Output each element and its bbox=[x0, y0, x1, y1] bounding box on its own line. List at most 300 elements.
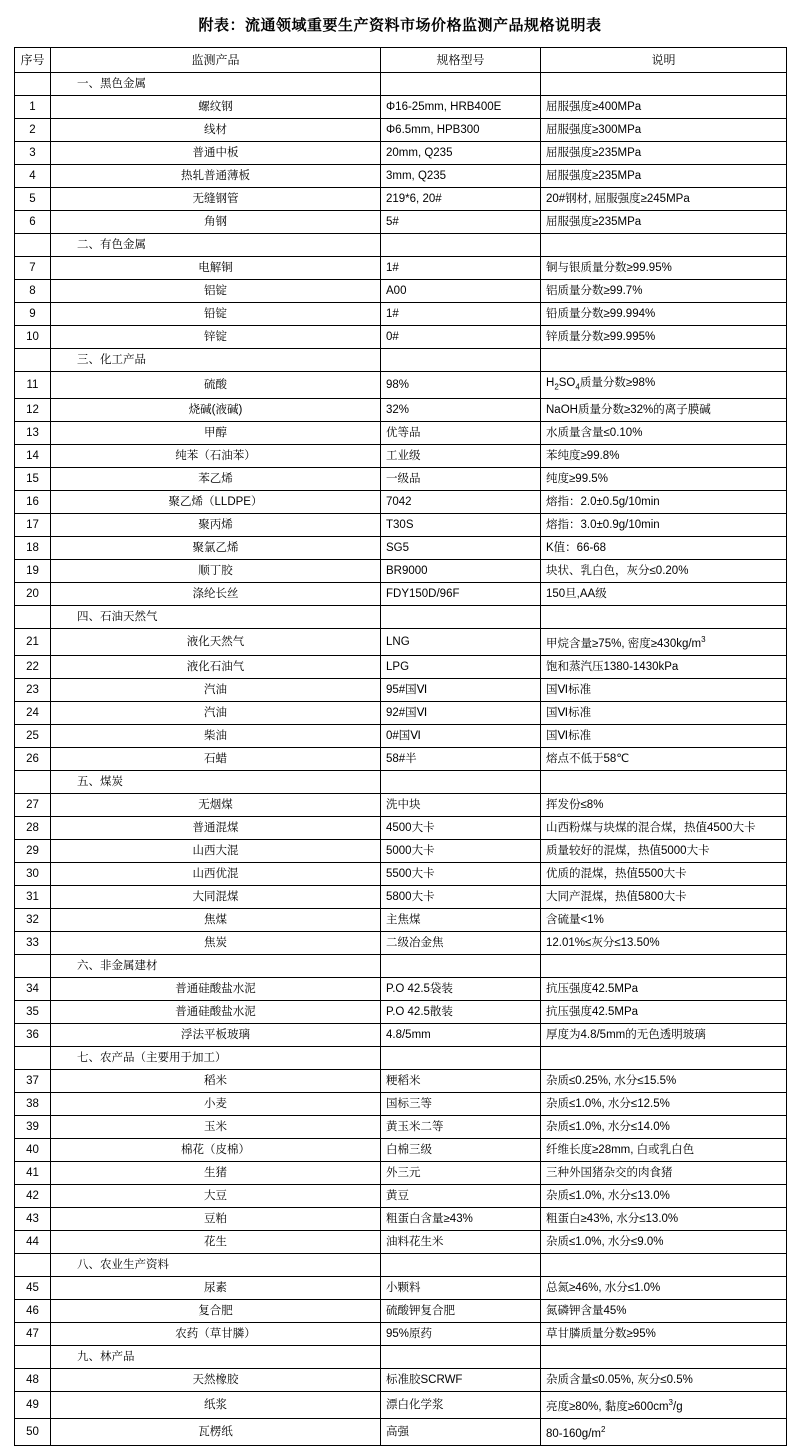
cell-spec: 一级品 bbox=[381, 468, 541, 491]
table-row bbox=[15, 96, 787, 119]
cell-desc bbox=[541, 1254, 787, 1277]
cell-seq: 16 bbox=[15, 491, 51, 514]
cell-desc: 纤维长度≥28mm, 白或乳白色 bbox=[541, 1139, 787, 1162]
cell-product: 汽油 bbox=[51, 679, 381, 702]
cell-product: 铝锭 bbox=[51, 280, 381, 303]
table-row bbox=[15, 445, 787, 468]
cell-desc bbox=[541, 955, 787, 978]
cell-desc: 屈服强度≥400MPa bbox=[541, 96, 787, 119]
cell-seq: 18 bbox=[15, 537, 51, 560]
column-header-seq: 序号 bbox=[15, 48, 51, 73]
cell-seq: 29 bbox=[15, 840, 51, 863]
cell-product: 硫酸 bbox=[51, 372, 381, 399]
cell-product: 棉花（皮棉） bbox=[51, 1139, 381, 1162]
cell-spec: 0#国Ⅵ bbox=[381, 725, 541, 748]
table-row bbox=[15, 326, 787, 349]
cell-desc: 优质的混煤，热值5500大卡 bbox=[541, 863, 787, 886]
cell-spec: 3mm, Q235 bbox=[381, 165, 541, 188]
table-row bbox=[15, 817, 787, 840]
cell-product: 纸浆 bbox=[51, 1392, 381, 1419]
cell-desc: 杂质≤1.0%, 水分≤9.0% bbox=[541, 1231, 787, 1254]
table-row bbox=[15, 1418, 787, 1445]
cell-spec: Φ6.5mm, HPB300 bbox=[381, 119, 541, 142]
spec-table bbox=[14, 47, 787, 1446]
cell-seq: 13 bbox=[15, 422, 51, 445]
cell-product: 甲醇 bbox=[51, 422, 381, 445]
table-row bbox=[15, 1369, 787, 1392]
cell-desc: 纯度≥99.5% bbox=[541, 468, 787, 491]
cell-seq: 44 bbox=[15, 1231, 51, 1254]
table-row bbox=[15, 978, 787, 1001]
cell-desc: 杂质≤1.0%, 水分≤14.0% bbox=[541, 1116, 787, 1139]
cell-desc: $H_2SO_4$质量分数≥98% bbox=[541, 372, 787, 399]
cell-spec: FDY150D/96F bbox=[381, 583, 541, 606]
cell-desc: 氮磷钾含量45% bbox=[541, 1300, 787, 1323]
cell-seq: 50 bbox=[15, 1418, 51, 1445]
cell-seq: 17 bbox=[15, 514, 51, 537]
cell-spec: 32% bbox=[381, 399, 541, 422]
cell-product: 铅锭 bbox=[51, 303, 381, 326]
cell-desc: 锌质量分数≥99.995% bbox=[541, 326, 787, 349]
cell-desc: 厚度为4.8/5mm的无色透明玻璃 bbox=[541, 1024, 787, 1047]
table-row bbox=[15, 491, 787, 514]
cell-seq: 43 bbox=[15, 1208, 51, 1231]
cell-spec: 98% bbox=[381, 372, 541, 399]
table-row bbox=[15, 583, 787, 606]
table-row bbox=[15, 211, 787, 234]
cell-desc: 甲烷含量≥75%, 密度$\ge 430kg/m^3$ bbox=[541, 629, 787, 656]
cell-seq: 10 bbox=[15, 326, 51, 349]
cell-spec: P.O 42.5散装 bbox=[381, 1001, 541, 1024]
cell-desc: 抗压强度42.5MPa bbox=[541, 978, 787, 1001]
cell-seq bbox=[15, 1346, 51, 1369]
table-row bbox=[15, 863, 787, 886]
cell-desc: 块状、乳白色，灰分≤0.20% bbox=[541, 560, 787, 583]
cell-product: 液化天然气 bbox=[51, 629, 381, 656]
cell-seq: 42 bbox=[15, 1185, 51, 1208]
table-row bbox=[15, 188, 787, 211]
table-row bbox=[15, 303, 787, 326]
cell-seq: 1 bbox=[15, 96, 51, 119]
table-body bbox=[15, 73, 787, 1446]
cell-product: 普通混煤 bbox=[51, 817, 381, 840]
cell-spec: 主焦煤 bbox=[381, 909, 541, 932]
cell-spec: 5000大卡 bbox=[381, 840, 541, 863]
cell-product: 浮法平板玻璃 bbox=[51, 1024, 381, 1047]
cell-product: 普通硅酸盐水泥 bbox=[51, 1001, 381, 1024]
cell-desc: 屈服强度≥235MPa bbox=[541, 211, 787, 234]
cell-seq: 6 bbox=[15, 211, 51, 234]
page-title: 附表：流通领域重要生产资料市场价格监测产品规格说明表 bbox=[198, 16, 602, 34]
cell-spec: 外三元 bbox=[381, 1162, 541, 1185]
table-group-row bbox=[15, 955, 787, 978]
cell-seq: 9 bbox=[15, 303, 51, 326]
cell-seq bbox=[15, 771, 51, 794]
table-row bbox=[15, 280, 787, 303]
cell-desc: 熔点不低于58℃ bbox=[541, 748, 787, 771]
cell-seq: 35 bbox=[15, 1001, 51, 1024]
table-row bbox=[15, 422, 787, 445]
cell-product: 苯乙烯 bbox=[51, 468, 381, 491]
cell-product: 烧碱(液碱) bbox=[51, 399, 381, 422]
cell-desc: 草甘膦质量分数≥95% bbox=[541, 1323, 787, 1346]
cell-product: 瓦楞纸 bbox=[51, 1418, 381, 1445]
cell-product: 农药（草甘膦） bbox=[51, 1323, 381, 1346]
cell-product: 热轧普通薄板 bbox=[51, 165, 381, 188]
column-header-product: 监测产品 bbox=[51, 48, 381, 73]
table-header-row bbox=[15, 48, 787, 73]
cell-spec: LPG bbox=[381, 656, 541, 679]
cell-product: 螺纹钢 bbox=[51, 96, 381, 119]
table-row bbox=[15, 257, 787, 280]
cell-product: 顺丁胶 bbox=[51, 560, 381, 583]
cell-desc: 杂质≤0.25%, 水分≤15.5% bbox=[541, 1070, 787, 1093]
table-row bbox=[15, 656, 787, 679]
cell-product: 汽油 bbox=[51, 702, 381, 725]
cell-desc bbox=[541, 606, 787, 629]
cell-seq: 47 bbox=[15, 1323, 51, 1346]
cell-desc: 总氮≥46%, 水分≤1.0% bbox=[541, 1277, 787, 1300]
cell-spec: 7042 bbox=[381, 491, 541, 514]
cell-seq: 21 bbox=[15, 629, 51, 656]
cell-seq: 38 bbox=[15, 1093, 51, 1116]
cell-product: 纯苯（石油苯） bbox=[51, 445, 381, 468]
table-row bbox=[15, 679, 787, 702]
cell-group-name: 一、黑色金属 bbox=[51, 73, 381, 96]
table-group-row bbox=[15, 1047, 787, 1070]
table-row bbox=[15, 372, 787, 399]
cell-desc bbox=[541, 1346, 787, 1369]
cell-seq: 34 bbox=[15, 978, 51, 1001]
cell-spec: 标准胶SCRWF bbox=[381, 1369, 541, 1392]
cell-seq: 22 bbox=[15, 656, 51, 679]
cell-seq: 19 bbox=[15, 560, 51, 583]
cell-product: 石蜡 bbox=[51, 748, 381, 771]
cell-seq bbox=[15, 955, 51, 978]
cell-group-name: 四、石油天然气 bbox=[51, 606, 381, 629]
cell-group-name: 六、非金属建材 bbox=[51, 955, 381, 978]
cell-product: 复合肥 bbox=[51, 1300, 381, 1323]
cell-product: 涤纶长丝 bbox=[51, 583, 381, 606]
table-row bbox=[15, 702, 787, 725]
table-row bbox=[15, 142, 787, 165]
cell-spec: SG5 bbox=[381, 537, 541, 560]
cell-spec bbox=[381, 955, 541, 978]
table-row bbox=[15, 1093, 787, 1116]
cell-desc: 熔指：2.0±0.5g/10min bbox=[541, 491, 787, 514]
table-row bbox=[15, 1001, 787, 1024]
table-row bbox=[15, 1070, 787, 1093]
table-group-row bbox=[15, 771, 787, 794]
cell-seq: 14 bbox=[15, 445, 51, 468]
cell-spec: 硫酸钾复合肥 bbox=[381, 1300, 541, 1323]
cell-spec bbox=[381, 606, 541, 629]
cell-seq bbox=[15, 349, 51, 372]
cell-spec: 4500大卡 bbox=[381, 817, 541, 840]
table-row bbox=[15, 1185, 787, 1208]
cell-desc: 抗压强度42.5MPa bbox=[541, 1001, 787, 1024]
cell-desc: 质量较好的混煤，热值5000大卡 bbox=[541, 840, 787, 863]
cell-seq: 4 bbox=[15, 165, 51, 188]
cell-seq: 41 bbox=[15, 1162, 51, 1185]
table-row bbox=[15, 1392, 787, 1419]
cell-desc: 铝质量分数≥99.7% bbox=[541, 280, 787, 303]
table-row bbox=[15, 748, 787, 771]
cell-seq: 26 bbox=[15, 748, 51, 771]
table-row bbox=[15, 1208, 787, 1231]
cell-spec: 粗蛋白含量≥43% bbox=[381, 1208, 541, 1231]
cell-spec: 工业级 bbox=[381, 445, 541, 468]
cell-product: 生猪 bbox=[51, 1162, 381, 1185]
cell-seq: 48 bbox=[15, 1369, 51, 1392]
table-row bbox=[15, 514, 787, 537]
table-row bbox=[15, 886, 787, 909]
cell-product: 普通硅酸盐水泥 bbox=[51, 978, 381, 1001]
cell-seq: 32 bbox=[15, 909, 51, 932]
cell-desc: 亮度≥80%, 黏度$\ge 600cm^3/g$ bbox=[541, 1392, 787, 1419]
cell-desc: 三种外国猪杂交的肉食猪 bbox=[541, 1162, 787, 1185]
cell-desc bbox=[541, 234, 787, 257]
cell-desc: K值：66-68 bbox=[541, 537, 787, 560]
cell-desc bbox=[541, 771, 787, 794]
cell-seq: 5 bbox=[15, 188, 51, 211]
cell-seq: 12 bbox=[15, 399, 51, 422]
cell-spec: 粳稻米 bbox=[381, 1070, 541, 1093]
cell-desc: 山西粉煤与块煤的混合煤，热值4500大卡 bbox=[541, 817, 787, 840]
cell-product: 无烟煤 bbox=[51, 794, 381, 817]
cell-seq: 45 bbox=[15, 1277, 51, 1300]
cell-group-name: 二、有色金属 bbox=[51, 234, 381, 257]
cell-product: 焦炭 bbox=[51, 932, 381, 955]
cell-seq: 37 bbox=[15, 1070, 51, 1093]
cell-seq: 25 bbox=[15, 725, 51, 748]
cell-spec: 洗中块 bbox=[381, 794, 541, 817]
cell-desc: 屈服强度≥300MPa bbox=[541, 119, 787, 142]
cell-group-name: 三、化工产品 bbox=[51, 349, 381, 372]
cell-product: 大同混煤 bbox=[51, 886, 381, 909]
cell-group-name: 五、煤炭 bbox=[51, 771, 381, 794]
table-row bbox=[15, 1162, 787, 1185]
cell-product: 电解铜 bbox=[51, 257, 381, 280]
cell-desc: 熔指：3.0±0.9g/10min bbox=[541, 514, 787, 537]
cell-spec: LNG bbox=[381, 629, 541, 656]
cell-desc: 杂质含量≤0.05%, 灰分≤0.5% bbox=[541, 1369, 787, 1392]
cell-desc: 12.01%≤灰分≤13.50% bbox=[541, 932, 787, 955]
cell-product: 花生 bbox=[51, 1231, 381, 1254]
cell-seq bbox=[15, 1047, 51, 1070]
cell-spec: 20mm, Q235 bbox=[381, 142, 541, 165]
cell-seq bbox=[15, 1254, 51, 1277]
cell-spec: 4.8/5mm bbox=[381, 1024, 541, 1047]
cell-desc: 铜与银质量分数≥99.95% bbox=[541, 257, 787, 280]
cell-spec: 高强 bbox=[381, 1418, 541, 1445]
cell-spec: 小颗料 bbox=[381, 1277, 541, 1300]
cell-desc: 屈服强度≥235MPa bbox=[541, 142, 787, 165]
cell-desc bbox=[541, 73, 787, 96]
cell-seq: 39 bbox=[15, 1116, 51, 1139]
cell-spec: 国标三等 bbox=[381, 1093, 541, 1116]
cell-product: 角钢 bbox=[51, 211, 381, 234]
cell-seq: 28 bbox=[15, 817, 51, 840]
cell-spec bbox=[381, 1047, 541, 1070]
cell-product: 豆粕 bbox=[51, 1208, 381, 1231]
cell-spec: 二级冶金焦 bbox=[381, 932, 541, 955]
table-row bbox=[15, 537, 787, 560]
cell-seq: 11 bbox=[15, 372, 51, 399]
cell-seq: 23 bbox=[15, 679, 51, 702]
cell-spec: 5500大卡 bbox=[381, 863, 541, 886]
cell-seq: 30 bbox=[15, 863, 51, 886]
cell-spec: 5# bbox=[381, 211, 541, 234]
cell-seq: 36 bbox=[15, 1024, 51, 1047]
cell-seq bbox=[15, 73, 51, 96]
cell-desc bbox=[541, 1047, 787, 1070]
cell-seq: 24 bbox=[15, 702, 51, 725]
cell-desc: 大同产混煤，热值5800大卡 bbox=[541, 886, 787, 909]
cell-desc: 含硫量<1% bbox=[541, 909, 787, 932]
cell-spec bbox=[381, 771, 541, 794]
table-group-row bbox=[15, 234, 787, 257]
table-row bbox=[15, 1116, 787, 1139]
cell-desc: 水质量含量≤0.10% bbox=[541, 422, 787, 445]
cell-seq: 33 bbox=[15, 932, 51, 955]
cell-spec bbox=[381, 1346, 541, 1369]
cell-spec: 黄玉米二等 bbox=[381, 1116, 541, 1139]
cell-group-name: 九、林产品 bbox=[51, 1346, 381, 1369]
cell-product: 无缝钢管 bbox=[51, 188, 381, 211]
cell-product: 液化石油气 bbox=[51, 656, 381, 679]
cell-product: 普通中板 bbox=[51, 142, 381, 165]
table-row bbox=[15, 629, 787, 656]
cell-desc: 铅质量分数≥99.994% bbox=[541, 303, 787, 326]
table-row bbox=[15, 1300, 787, 1323]
table-group-row bbox=[15, 1346, 787, 1369]
cell-spec bbox=[381, 349, 541, 372]
table-row bbox=[15, 840, 787, 863]
cell-desc: 挥发份≤8% bbox=[541, 794, 787, 817]
table-group-row bbox=[15, 606, 787, 629]
cell-product: 玉米 bbox=[51, 1116, 381, 1139]
cell-spec: 漂白化学浆 bbox=[381, 1392, 541, 1419]
cell-product: 柴油 bbox=[51, 725, 381, 748]
cell-product: 焦煤 bbox=[51, 909, 381, 932]
table-row bbox=[15, 1231, 787, 1254]
cell-spec: 5800大卡 bbox=[381, 886, 541, 909]
cell-seq: 15 bbox=[15, 468, 51, 491]
cell-desc: 国Ⅵ标准 bbox=[541, 725, 787, 748]
table-group-row bbox=[15, 349, 787, 372]
column-header-desc: 说明 bbox=[541, 48, 787, 73]
cell-spec: 95#国Ⅵ bbox=[381, 679, 541, 702]
table-row bbox=[15, 932, 787, 955]
cell-desc: 150旦,AA级 bbox=[541, 583, 787, 606]
cell-spec bbox=[381, 1254, 541, 1277]
cell-product: 聚氯乙烯 bbox=[51, 537, 381, 560]
cell-spec: A00 bbox=[381, 280, 541, 303]
cell-desc: 苯纯度≥99.8% bbox=[541, 445, 787, 468]
cell-group-name: 八、农业生产资料 bbox=[51, 1254, 381, 1277]
cell-product: 大豆 bbox=[51, 1185, 381, 1208]
table-row bbox=[15, 1139, 787, 1162]
table-row bbox=[15, 794, 787, 817]
cell-desc: NaOH质量分数≥32%的离子膜碱 bbox=[541, 399, 787, 422]
cell-spec: Φ16-25mm, HRB400E bbox=[381, 96, 541, 119]
table-group-row bbox=[15, 73, 787, 96]
cell-spec: T30S bbox=[381, 514, 541, 537]
cell-desc bbox=[541, 349, 787, 372]
cell-spec bbox=[381, 234, 541, 257]
cell-spec: 92#国Ⅵ bbox=[381, 702, 541, 725]
cell-desc: 20#钢材, 屈服强度≥245MPa bbox=[541, 188, 787, 211]
table-row bbox=[15, 1323, 787, 1346]
cell-seq: 20 bbox=[15, 583, 51, 606]
cell-product: 天然橡胶 bbox=[51, 1369, 381, 1392]
cell-product: 聚乙烯（LLDPE） bbox=[51, 491, 381, 514]
table-row bbox=[15, 468, 787, 491]
cell-spec: 优等品 bbox=[381, 422, 541, 445]
cell-spec: 1# bbox=[381, 257, 541, 280]
cell-product: 尿素 bbox=[51, 1277, 381, 1300]
cell-desc: 杂质≤1.0%, 水分≤12.5% bbox=[541, 1093, 787, 1116]
cell-spec bbox=[381, 73, 541, 96]
cell-desc: $80-160g/m^2$ bbox=[541, 1418, 787, 1445]
cell-desc: 国Ⅵ标准 bbox=[541, 679, 787, 702]
cell-spec: 1# bbox=[381, 303, 541, 326]
cell-product: 小麦 bbox=[51, 1093, 381, 1116]
cell-seq: 49 bbox=[15, 1392, 51, 1419]
cell-spec: 油料花生米 bbox=[381, 1231, 541, 1254]
cell-spec: 黄豆 bbox=[381, 1185, 541, 1208]
table-row bbox=[15, 909, 787, 932]
cell-product: 锌锭 bbox=[51, 326, 381, 349]
cell-seq: 46 bbox=[15, 1300, 51, 1323]
cell-seq bbox=[15, 606, 51, 629]
table-group-row bbox=[15, 1254, 787, 1277]
column-header-spec: 规格型号 bbox=[381, 48, 541, 73]
cell-product: 线材 bbox=[51, 119, 381, 142]
cell-spec: P.O 42.5袋装 bbox=[381, 978, 541, 1001]
cell-seq bbox=[15, 234, 51, 257]
cell-seq: 3 bbox=[15, 142, 51, 165]
table-row bbox=[15, 560, 787, 583]
cell-desc: 屈服强度≥235MPa bbox=[541, 165, 787, 188]
cell-product: 山西优混 bbox=[51, 863, 381, 886]
cell-desc: 杂质≤1.0%, 水分≤13.0% bbox=[541, 1185, 787, 1208]
cell-desc: 国Ⅵ标准 bbox=[541, 702, 787, 725]
table-row bbox=[15, 119, 787, 142]
table-row bbox=[15, 165, 787, 188]
cell-group-name: 七、农产品（主要用于加工） bbox=[51, 1047, 381, 1070]
table-row bbox=[15, 399, 787, 422]
cell-product: 聚丙烯 bbox=[51, 514, 381, 537]
cell-product: 山西大混 bbox=[51, 840, 381, 863]
cell-spec: 0# bbox=[381, 326, 541, 349]
cell-seq: 8 bbox=[15, 280, 51, 303]
cell-spec: 58#半 bbox=[381, 748, 541, 771]
cell-spec: 219*6, 20# bbox=[381, 188, 541, 211]
cell-seq: 40 bbox=[15, 1139, 51, 1162]
cell-desc: 饱和蒸汽压1380-1430kPa bbox=[541, 656, 787, 679]
table-row bbox=[15, 1277, 787, 1300]
table-row bbox=[15, 725, 787, 748]
table-row bbox=[15, 1024, 787, 1047]
cell-seq: 2 bbox=[15, 119, 51, 142]
cell-product: 稻米 bbox=[51, 1070, 381, 1093]
cell-seq: 31 bbox=[15, 886, 51, 909]
cell-seq: 7 bbox=[15, 257, 51, 280]
cell-spec: BR9000 bbox=[381, 560, 541, 583]
cell-desc: 粗蛋白≥43%, 水分≤13.0% bbox=[541, 1208, 787, 1231]
